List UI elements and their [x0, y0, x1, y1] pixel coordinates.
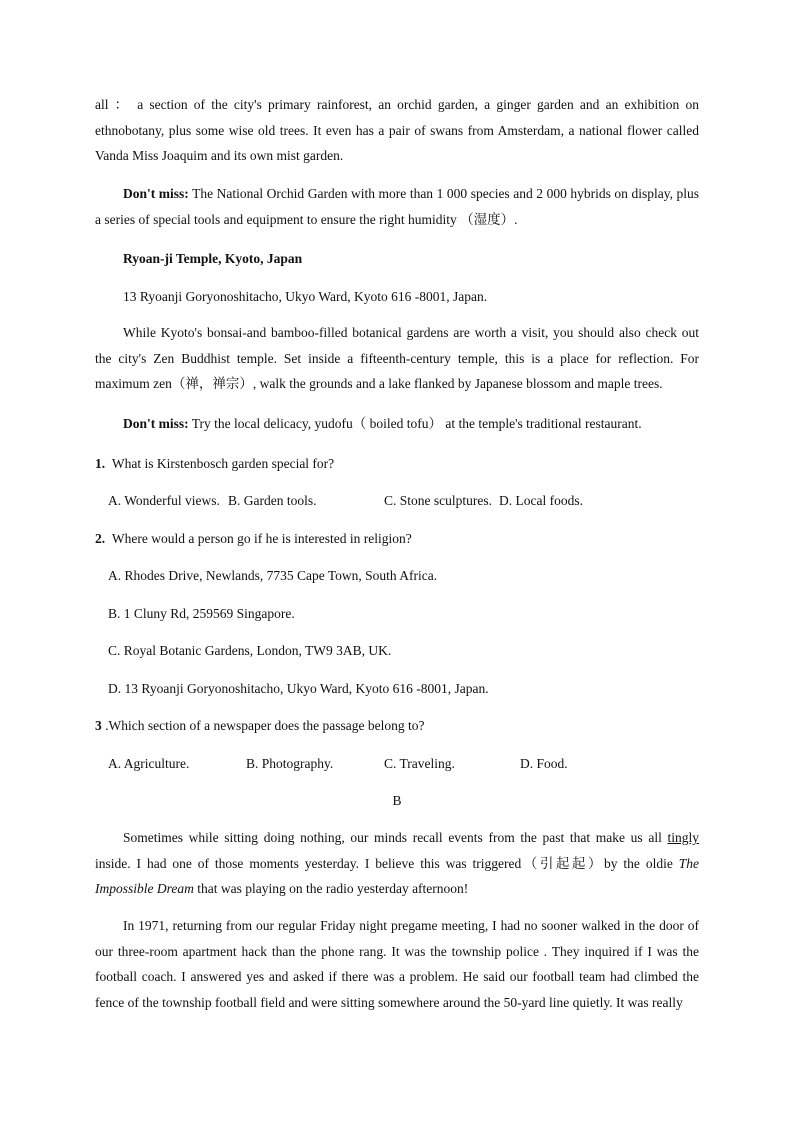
q1-option-c: C. Stone sculptures.	[384, 493, 492, 508]
question-number: 2.	[95, 531, 106, 546]
q3-option-b: B. Photography.	[246, 756, 334, 771]
paragraph-dont-miss-orchid	[95, 181, 699, 232]
song-title: The Impossible Dream	[95, 855, 699, 896]
address-ryoanji: 13 Ryoanji Goryonoshitacho, Ukyo Ward, Kyoto 616 -8001, Japan.	[123, 289, 488, 304]
q2-option-b: B. 1 Cluny Rd, 259569 Singapore.	[108, 606, 295, 621]
paragraph-text: The National Orchid Garden with more than 1 000 species and 2 000 hybrids on display, plus a series of special tools and equipment to ensure the right humidity （湿度）.	[95, 186, 699, 227]
paragraph-text: Try the local delicacy, yudofu（ boiled tofu） at the temple's traditional restaurant.	[188, 416, 642, 431]
paragraph-dont-miss-tofu	[95, 411, 699, 437]
dont-miss-label: Don't miss:	[123, 186, 189, 201]
question-3	[95, 717, 425, 735]
paragraph-text: While Kyoto's bonsai-and bamboo-filled botanical gardens are worth a visit, you should also check out the city's Zen Buddhist temple. Set inside a fifteenth-century temple, this is a place for reflection. For maximum zen（禅，禅宗）, walk the grounds and a lake flanked by Japanese blossom and maple trees.	[95, 325, 699, 391]
question-text: .Which section of a newspaper does the passage belong to?	[101, 718, 425, 733]
paragraph-garden-description	[95, 92, 699, 169]
question-text: Where would a person go if he is interested in religion?	[111, 531, 412, 546]
q1-option-b: B. Garden tools.	[228, 493, 317, 508]
q2-option-d: D. 13 Ryoanji Goryonoshitacho, Ukyo Ward, Kyoto 616 -8001, Japan.	[108, 681, 489, 696]
dont-miss-label: Don't miss:	[123, 416, 189, 431]
passage-b-label: B	[392, 793, 402, 808]
q3-option-a: A. Agriculture.	[108, 756, 190, 771]
underlined-word: tingly	[667, 830, 699, 845]
question-number: 3	[95, 718, 102, 733]
paragraph-kyoto	[95, 320, 699, 397]
q1-option-a: A. Wonderful views.	[108, 493, 220, 508]
paragraph-b-1	[95, 825, 699, 902]
paragraph-text: that was playing on the radio yesterday afternoon!	[193, 881, 469, 896]
q2-option-a: A. Rhodes Drive, Newlands, 7735 Cape Town, South Africa.	[108, 568, 438, 583]
paragraph-text: all ： a section of the city's primary rainforest, an orchid garden, a ginger garden and an exhibition on ethnobotany, plus some wise old trees. It even has a pair of swans from Amsterdam, a national flower called Vanda Miss Joaquim and its own mist garden.	[95, 97, 699, 163]
paragraph-text: In 1971, returning from our regular Friday night pregame meeting, I had no sooner walked in the door of our three-room apartment hack than the phone rang. It was the township police . They inquired if I was the football coach. I answered yes and asked if there was a problem. He said our football team had climbed the fence of the township football field and were sitting somewhere around the 50-yard line quietly. It was really	[95, 918, 699, 1010]
question-1	[95, 455, 334, 473]
q3-option-c: C. Traveling.	[384, 756, 455, 771]
paragraph-text: inside. I had one of those moments yesterday. I believe this was triggered（引起起）by the oldie	[95, 855, 679, 871]
question-text: What is Kirstenbosch garden special for?	[111, 456, 335, 471]
q1-option-d: D. Local foods.	[499, 493, 583, 508]
question-2	[95, 530, 412, 548]
q2-option-c: C. Royal Botanic Gardens, London, TW9 3AB, UK.	[108, 643, 392, 658]
paragraph-text: Sometimes while sitting doing nothing, our minds recall events from the past that make us all	[123, 830, 668, 845]
paragraph-b-2	[95, 913, 699, 1015]
question-number: 1.	[95, 456, 106, 471]
q3-option-d: D. Food.	[520, 756, 568, 771]
section-heading-ryoanji: Ryoan-ji Temple, Kyoto, Japan	[123, 251, 303, 266]
